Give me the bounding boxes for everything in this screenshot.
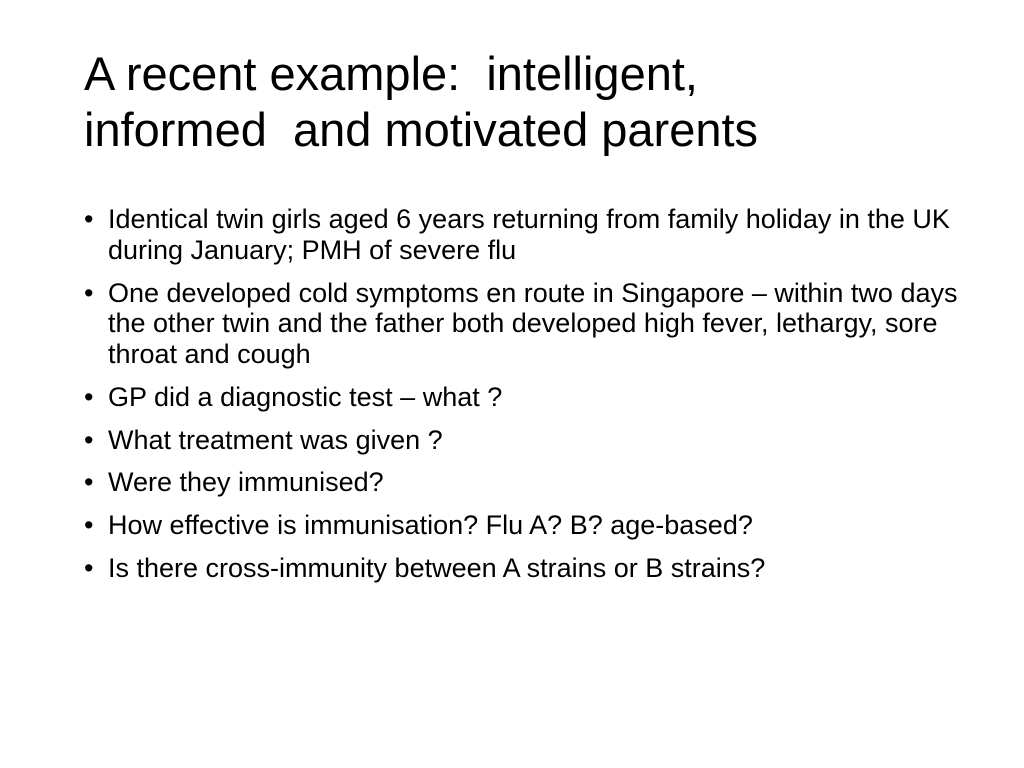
slide-title-line-2: informed and motivated parents <box>84 103 759 157</box>
bullet-dot-icon: • <box>84 510 94 541</box>
bullet-text: One developed cold symptoms en route in Singapore – within two days the other twin and the father both developed high fever, lethargy, sore throat and cough <box>108 277 958 370</box>
bullet-dot-icon: • <box>84 424 94 455</box>
bullet-dot-icon: • <box>84 277 94 308</box>
bullet-item-diagnostic-test <box>82 382 962 413</box>
bullet-item-treatment <box>82 425 962 456</box>
bullet-text: What treatment was given ? <box>108 424 443 455</box>
bullet-text: How effective is immunisation? Flu A? B? age-based? <box>108 510 753 541</box>
slide-title-line-1: A recent example: intelligent, <box>84 47 698 100</box>
bullet-item-cold-symptoms <box>82 278 962 370</box>
bullet-dot-icon: • <box>84 204 94 234</box>
bullet-text: Identical twin girls aged 6 years returning from family holiday in the UK during January; PMH of severe flu <box>108 204 950 265</box>
bullet-item-immunised <box>82 467 962 498</box>
bullet-item-effectiveness <box>82 510 962 541</box>
bullet-dot-icon: • <box>84 467 94 498</box>
bullet-list <box>82 204 962 596</box>
bullet-text: GP did a diagnostic test – what ? <box>108 381 503 412</box>
bullet-text: Is there cross-immunity between A strains or B strains? <box>108 552 766 583</box>
bullet-text: Were they immunised? <box>108 467 384 498</box>
bullet-item-cross-immunity <box>82 553 962 584</box>
slide-title <box>84 46 984 159</box>
bullet-dot-icon: • <box>84 381 94 412</box>
bullet-item-twin-girls <box>82 204 962 266</box>
bullet-dot-icon: • <box>84 552 94 583</box>
